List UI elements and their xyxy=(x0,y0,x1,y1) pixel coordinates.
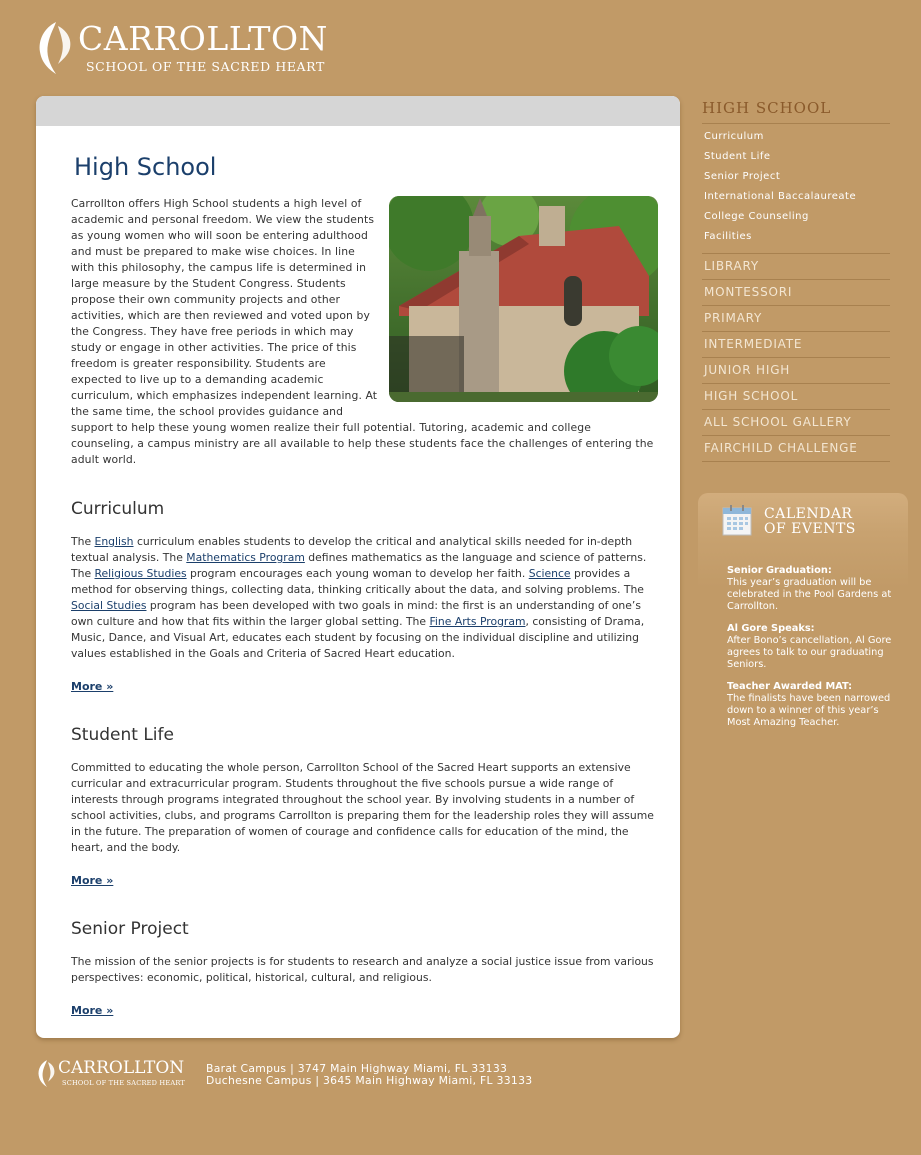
event-title: Teacher Awarded MAT: xyxy=(727,681,853,692)
calendar-title-line2: OF EVENTS xyxy=(764,521,856,537)
nav-item-fairchild-challenge[interactable]: FAIRCHILD CHALLENGE xyxy=(702,435,890,462)
nav-item-montessori[interactable]: MONTESSORI xyxy=(702,279,890,305)
curriculum-text xyxy=(71,534,656,662)
text-fragment: provides a method for observing things, collecting data, thinking critically about the data, and solving problems. The xyxy=(71,567,644,596)
address-barat: Barat Campus | 3747 Main Highway Miami, FL 33133 xyxy=(206,1062,508,1075)
intro-text: Carrollton offers High School students a high level of academic and personal freedom. We view the students as young women who will soon be entering adulthood and must be prepared to make wise choices. In line with this philosophy, the campus life is determined in large measure by the Student Congress. Students propose their own community projects and other activities, which are then reviewed and voted upon by the Congress. They have free periods in which may study or engage in other activities. The price of this freedom is greater responsibility. Students are expected to live up to a demanding academic curriculum, which emphasizes independent learning. At the same time, the school provides guidance and support to help these young women realize their full potential. Tutoring, academic and college counseling, a campus ministry are all available to help these students face the challenges of entering the adult world. xyxy=(71,197,654,466)
calendar-event[interactable] xyxy=(727,681,892,729)
text-fragment: , consisting of Drama, Music, Dance, and Visual Art, educates each student by focusing on the individual discipline and utilizing values established in the Goals and Criteria of Sacred Heart education. xyxy=(71,615,645,660)
heart-logo-icon xyxy=(36,18,76,76)
nav-main-list xyxy=(702,253,890,462)
footer-logo-subtitle: SCHOOL OF THE SACRED HEART xyxy=(62,1079,185,1087)
nav-heading[interactable]: HIGH SCHOOL xyxy=(702,98,890,124)
main-content-card xyxy=(36,96,680,1038)
page-title: High School xyxy=(74,153,217,181)
logo-name: CARROLLTON xyxy=(78,19,328,58)
calendar-icon xyxy=(722,504,752,536)
social-studies-link[interactable]: Social Studies xyxy=(71,599,147,612)
logo-subtitle: SCHOOL OF THE SACRED HEART xyxy=(86,59,325,74)
senior-project-heading: Senior Project xyxy=(71,919,189,939)
section-nav xyxy=(702,98,890,462)
event-text: This year’s graduation will be celebrated in the Pool Gardens at Carrollton. xyxy=(727,577,892,612)
heart-logo-icon xyxy=(36,1058,58,1088)
text-fragment: program encourages each young woman to develop her faith. xyxy=(186,567,529,580)
text-fragment: defines mathematics as the language and science of patterns. The xyxy=(71,551,647,580)
religious-studies-link[interactable]: Religious Studies xyxy=(94,567,187,580)
event-text: The finalists have been narrowed down to a winner of this year’s Most Amazing Teacher. xyxy=(727,693,891,728)
student-life-heading: Student Life xyxy=(71,725,174,745)
student-life-text: Committed to educating the whole person, Carrollton School of the Sacred Heart supports an extensive curricular and extracurricular program. Students throughout the five schools pursue a wide range of interests through programs integrated throughout the school year. By involving students in a number of school activities, clubs, and programs Carrollton is preparing them for the leadership roles they will assume in the future. The preparation of women of courage and confidence calls for education of the mind, the heart, and the body. xyxy=(71,761,654,854)
student-life-more-link[interactable]: More » xyxy=(71,874,114,887)
english-link[interactable]: English xyxy=(94,535,134,548)
nav-sub-item-student-life[interactable]: Student Life xyxy=(704,151,771,162)
address-duchesne: Duchesne Campus | 3645 Main Highway Miami, FL 33133 xyxy=(206,1074,533,1087)
calendar-events-list xyxy=(727,565,892,739)
footer-addresses xyxy=(206,1063,532,1087)
campus-building-photo xyxy=(389,196,658,402)
event-title: Senior Graduation: xyxy=(727,565,832,576)
senior-project-text: The mission of the senior projects is for students to research and analyze a social justice issue from various perspectives: economic, political, historical, cultural, and religious. xyxy=(71,955,654,984)
nav-item-intermediate[interactable]: INTERMEDIATE xyxy=(702,331,890,357)
nav-item-library[interactable]: LIBRARY xyxy=(702,253,890,279)
nav-sub-list xyxy=(702,124,890,247)
nav-item-all-school-gallery[interactable]: ALL SCHOOL GALLERY xyxy=(702,409,890,435)
event-title: Al Gore Speaks: xyxy=(727,623,815,634)
nav-sub-item-senior-project[interactable]: Senior Project xyxy=(704,171,781,182)
senior-project-more-link[interactable]: More » xyxy=(71,1004,114,1017)
text-fragment: curriculum enables students to develop the critical and analytical skills needed for in-depth textual analysis. The xyxy=(71,535,633,564)
calendar-title xyxy=(764,507,856,537)
intro-block xyxy=(71,196,656,468)
curriculum-heading: Curriculum xyxy=(71,499,165,519)
nav-item-junior-high[interactable]: JUNIOR HIGH xyxy=(702,357,890,383)
event-text: After Bono’s cancellation, Al Gore agrees to talk to our graduating Seniors. xyxy=(727,635,892,670)
text-fragment: program has been developed with two goals in mind: the first is an understanding of one’s own culture and how that fits within the larger global setting. The xyxy=(71,599,641,628)
calendar-title-line1: CALENDAR xyxy=(764,506,853,522)
science-link[interactable]: Science xyxy=(528,567,571,580)
nav-item-primary[interactable]: PRIMARY xyxy=(702,305,890,331)
nav-sub-item-facilities[interactable]: Facilities xyxy=(704,231,752,242)
calendar-of-events xyxy=(698,493,908,755)
curriculum-more-link[interactable]: More » xyxy=(71,680,114,693)
text-fragment: The xyxy=(71,535,95,548)
mathematics-program-link[interactable]: Mathematics Program xyxy=(186,551,305,564)
nav-sub-item-curriculum[interactable]: Curriculum xyxy=(704,131,764,142)
card-top-bar xyxy=(36,96,680,126)
fine-arts-program-link[interactable]: Fine Arts Program xyxy=(429,615,526,628)
footer-logo-name: CARROLLTON xyxy=(58,1058,185,1078)
calendar-event[interactable] xyxy=(727,565,892,613)
footer-logo[interactable] xyxy=(36,1058,186,1090)
nav-sub-item-college-counseling[interactable]: College Counseling xyxy=(704,211,809,222)
nav-item-high-school[interactable]: HIGH SCHOOL xyxy=(702,383,890,409)
calendar-event[interactable] xyxy=(727,623,892,671)
site-logo[interactable] xyxy=(36,16,328,78)
nav-sub-item-international-baccalaureate[interactable]: International Baccalaureate xyxy=(704,191,857,202)
